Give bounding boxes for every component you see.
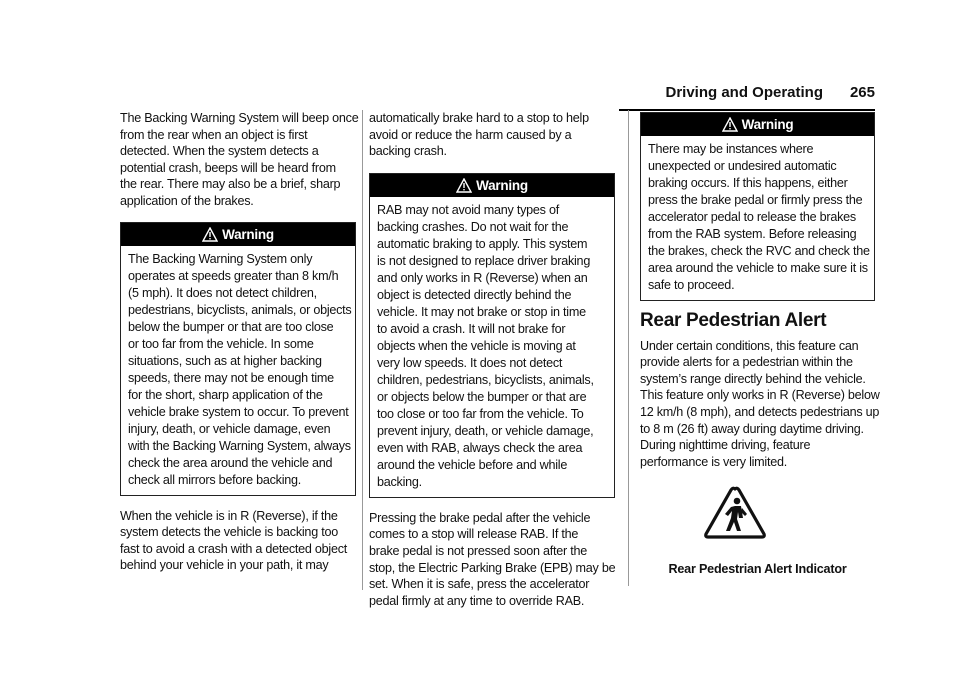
warning-body	[641, 136, 874, 300]
text-line: to avoid a crash. It will not brake for	[377, 321, 566, 336]
warning-box-3	[640, 112, 875, 301]
text-line: press the brake pedal or firmly press the	[648, 193, 863, 207]
text-line: is not designed to replace driver braking	[377, 253, 591, 268]
text-line: injury, death, or vehicle damage, even	[128, 421, 331, 436]
rear-pedestrian-alert-indicator	[680, 485, 790, 541]
text-line: to 8 m (26 ft) away during daytime driving.	[640, 421, 864, 436]
text-line: backing.	[377, 474, 422, 489]
col2-paragraph-1	[369, 110, 615, 160]
warning-box-2	[369, 173, 615, 498]
col3-paragraph-1	[640, 338, 880, 471]
text-line: The Backing Warning System will beep once	[120, 111, 359, 125]
warning-triangle-icon	[202, 227, 218, 242]
text-line: 12 km/h (8 mph), and detects pedestrians up	[640, 404, 880, 419]
text-line: provide alerts for a pedestrian within the	[640, 355, 853, 370]
text-line: application of the brakes.	[120, 193, 254, 208]
text-line: area around the vehicle to make sure it is	[648, 261, 868, 275]
col1-paragraph-2	[120, 508, 356, 574]
column-1	[120, 110, 359, 574]
warning-triangle-icon	[722, 117, 738, 132]
text-line: comes to a stop will release RAB. If the	[369, 527, 579, 542]
section-heading: Rear Pedestrian Alert	[640, 310, 827, 331]
text-line: system’s range directly behind the vehicle.	[640, 371, 866, 386]
text-line: the rear. There may also be a brief, sharp	[120, 177, 341, 192]
warning-title: Warning	[222, 226, 274, 242]
text-line: with the Backing Warning System, always	[128, 438, 351, 453]
warning-title: Warning	[476, 177, 528, 193]
text-line: even with RAB, always check the area	[377, 440, 583, 455]
text-line: check all mirrors before backing.	[128, 472, 302, 487]
text-line: set. When it is safe, press the accelerator	[369, 577, 590, 592]
section-title: Driving and Operating	[665, 84, 823, 101]
col1-paragraph-1	[120, 110, 359, 210]
text-line: performance is very limited.	[640, 454, 787, 469]
text-line: operates at speeds greater than 8 km/h	[128, 268, 339, 283]
text-line: detected. When the system detects a	[120, 144, 319, 159]
warning-title: Warning	[741, 117, 794, 132]
warning-body	[370, 197, 614, 497]
text-line: situations, such as at higher backing	[128, 353, 322, 368]
text-line: below the bumper or that are too close	[128, 319, 334, 334]
text-line: or objects below the bumper or that are	[377, 389, 587, 404]
text-line: RAB may not avoid many types of	[377, 202, 559, 217]
text-line: from the RAB system. Before releasing	[648, 227, 857, 241]
text-line: automatic braking to apply. This system	[377, 236, 588, 251]
text-line: fast to avoid a crash with a detected object	[120, 541, 348, 556]
text-line: unexpected or undesired automatic	[648, 159, 837, 173]
text-line: brake pedal is not pressed soon after the	[369, 543, 587, 558]
text-line: prevent injury, death, or vehicle damage,	[377, 423, 594, 438]
text-line: There may be instances where	[648, 142, 814, 156]
warning-header	[641, 113, 874, 136]
warning-header	[370, 174, 614, 197]
text-line: (5 mph). It does not detect children,	[128, 285, 317, 300]
text-line: backing crashes. Do not wait for the	[377, 219, 569, 234]
text-line: potential crash, beeps will be heard from	[120, 160, 336, 175]
text-line: pedestrians, bicyclists, animals, or objects	[128, 302, 352, 317]
text-line: children, pedestrians, bicyclists, animals,	[377, 372, 594, 387]
column-divider-1	[362, 110, 363, 590]
text-line: the brakes, check the RVC and check the	[648, 244, 870, 258]
column-2	[369, 110, 615, 609]
indicator-caption: Rear Pedestrian Alert Indicator	[668, 562, 847, 576]
text-line: and only works in R (Reverse) when an	[377, 270, 588, 285]
text-line: for the short, sharp application of the	[128, 387, 323, 402]
text-line: During nighttime driving, feature	[640, 438, 811, 453]
text-line: automatically brake hard to a stop to help	[369, 111, 589, 125]
page-header	[619, 84, 875, 104]
column-divider-2	[628, 110, 629, 586]
warning-box-1	[120, 222, 356, 496]
text-line: vehicle. It may not brake or stop in time	[377, 304, 586, 319]
col2-paragraph-2	[369, 510, 615, 610]
text-line: object is detected directly behind the	[377, 287, 572, 302]
text-line: safe to proceed.	[648, 278, 735, 292]
column-3	[640, 112, 880, 470]
text-line: too close or too far from the vehicle. To	[377, 406, 584, 421]
text-line: accelerator pedal to release the brakes	[648, 210, 856, 224]
text-line: behind your vehicle in your path, it may	[120, 558, 329, 573]
text-line: around the vehicle before and while	[377, 457, 568, 472]
text-line: avoid or reduce the harm caused by a	[369, 127, 572, 142]
text-line: Under certain conditions, this feature can	[640, 338, 859, 353]
warning-body	[121, 246, 355, 495]
text-line: or too far from the vehicle. In some	[128, 336, 314, 351]
text-line: vehicle brake system to occur. To prevent	[128, 404, 349, 419]
text-line: check the area around the vehicle and	[128, 455, 333, 470]
text-line: When the vehicle is in R (Reverse), if the	[120, 508, 338, 523]
pedestrian-warning-triangle-icon	[680, 485, 790, 541]
text-line: Pressing the brake pedal after the vehicle	[369, 510, 591, 525]
text-line: pedal firmly at any time to override RAB.	[369, 593, 585, 608]
text-line: The Backing Warning System only	[128, 251, 313, 266]
header-rule	[619, 109, 875, 111]
text-line: objects when the vehicle is moving at	[377, 338, 576, 353]
text-line: very low speeds. It does not detect	[377, 355, 563, 370]
text-line: backing crash.	[369, 144, 447, 159]
text-line: braking occurs. If this happens, either	[648, 176, 848, 190]
text-line: from the rear when an object is first	[120, 127, 308, 142]
text-line: speeds, there may not be enough time	[128, 370, 334, 385]
text-line: stop, the Electric Parking Brake (EPB) may be	[369, 560, 616, 575]
warning-triangle-icon	[456, 178, 472, 193]
warning-header	[121, 223, 355, 246]
page-number: 265	[849, 84, 875, 101]
text-line: system detects the vehicle is backing too	[120, 525, 338, 540]
text-line: This feature only works in R (Reverse) below	[640, 388, 880, 403]
